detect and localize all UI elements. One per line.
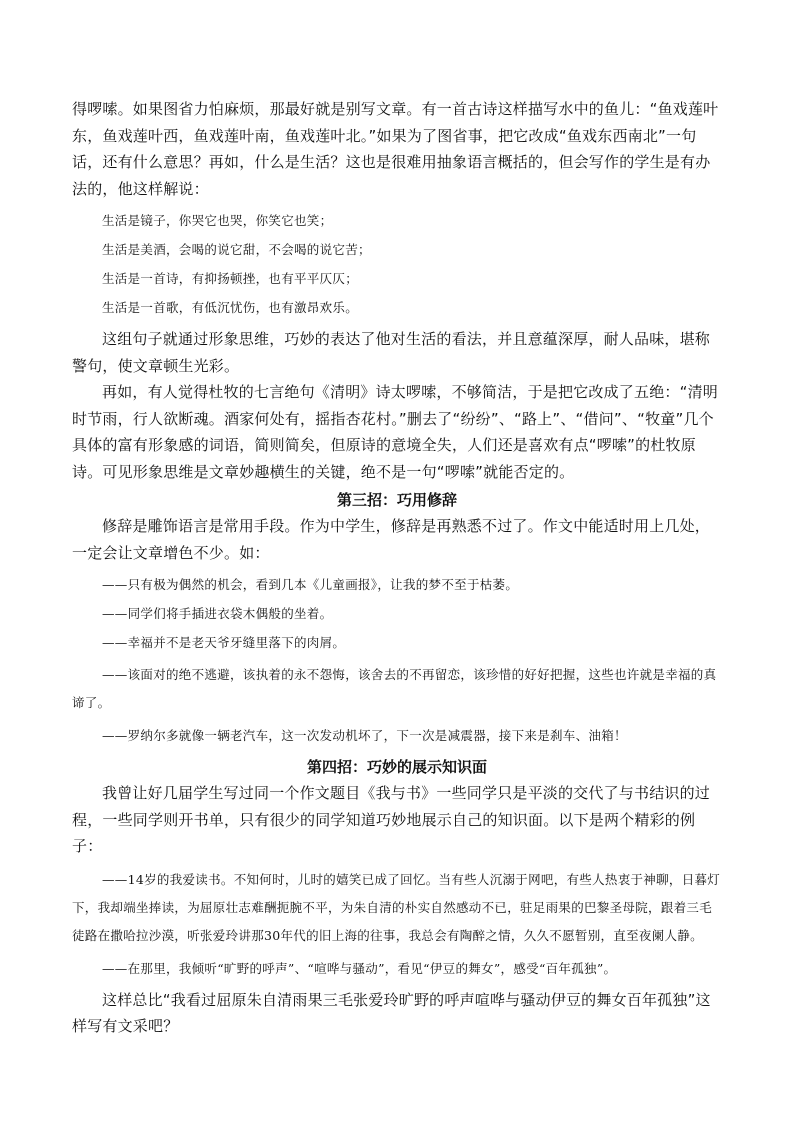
quote-life-3: 生活是一首诗，有抑扬顿挫，也有平平仄仄；	[102, 271, 359, 286]
quote-rhetoric-4: ——该面对的绝不逃避，该执着的永不怨悔，该舍去的不再留恋，该珍惜的好好把握，这些也许就是幸福的真谛了。	[72, 667, 717, 710]
paragraph-rhetoric: 修辞是雕饰语言是常用手段。作为中学生，修辞是再熟悉不过了。作文中能适时用上几处，一定会让文章增色不少。如：	[72, 517, 711, 562]
quote-rhetoric-5: ——罗纳尔多就像一辆老汽车，这一次发动机坏了，下一次是减震器，接下来是刹车、油箱！	[102, 728, 627, 743]
quote-life-1: 生活是镜子，你哭它也哭，你笑它也笑；	[102, 213, 333, 228]
paragraph-books: 我曾让好几届学生写过同一个作文题目《我与书》一些同学只是平淡的交代了与书结识的过程，一些同学则开书单，只有很少的同学知道巧妙地展示自己的知识面。以下是两个精彩的例子：	[72, 784, 711, 855]
document-page	[72, 96, 722, 1040]
quote-life-2: 生活是美酒，会喝的说它甜，不会喝的说它苦；	[102, 242, 371, 257]
paragraph-conclusion: 这样总比“我看过屈原朱自清雨果三毛张爱玲旷野的呼声喧哗与骚动伊豆的舞女百年孤独”这样写有文采吧？	[72, 990, 711, 1035]
heading-third-method: 第三招：巧用修辞	[336, 491, 457, 509]
paragraph-life-comment: 这组句子就通过形象思维，巧妙的表达了他对生活的看法，并且意蕴深厚，耐人品味，堪称警句，使文章顿生光彩。	[72, 330, 711, 375]
quote-rhetoric-2: ——同学们将手插进衣袋木偶般的坐着。	[102, 606, 333, 621]
paragraph-qingming: 再如，有人觉得杜牧的七言绝句《清明》诗太啰嗦，不够简洁，于是把它改成了五绝：“清明时节雨，行人欲断魂。酒家何处有，摇指杏花村。”删去了“纷纷”、“路上”、“借问”、“牧童”几个具体的富有形象感的词语，简则简矣，但原诗的意境全失，人们还是喜欢有点“啰嗦”的杜牧原诗。可见形象思维是文章妙趣横生的关键，绝不是一句“啰嗦”就能否定的。	[72, 383, 718, 481]
quote-example-2: ——在那里，我倾听“旷野的呼声”、“喧哗与骚动”，看见“伊豆的舞女”，感受“百年孤独”。	[102, 960, 617, 976]
quote-example-1: ——14岁的我爱读书。不知何时，儿时的嬉笑已成了回忆。当有些人沉溺于网吧，有些人热衷于神聊，日暮灯下，我却端坐捧读，为屈原壮志难酬扼腕不平，为朱自清的朴实自然感动不已，驻足雨果的巴黎圣母院，跟着三毛徒路在撒哈拉沙漠，听张爱玲讲那30年代的旧上海的往事，我总会有陶醉之情，久久不愿暂别，直至夜阑人静。	[72, 871, 721, 943]
quote-life-4: 生活是一首歌，有低沉忧伤，也有激昂欢乐。	[102, 300, 359, 315]
quote-rhetoric-3: ——幸福并不是老天爷牙缝里落下的肉屑。	[102, 635, 346, 650]
heading-fourth-method: 第四招：巧妙的展示知识面	[306, 758, 487, 776]
quote-rhetoric-1: ——只有极为偶然的机会，看到几本《儿童画报》，让我的梦不至于枯萎。	[102, 577, 519, 592]
paragraph-fish-poem: 得啰嗦。如果图省力怕麻烦，那最好就是别写文章。有一首古诗这样描写水中的鱼儿：“鱼戏莲叶东，鱼戏莲叶西，鱼戏莲叶南，鱼戏莲叶北。”如果为了图省事，把它改成“鱼戏东西南北”一句话，还有什么意思？再如，什么是生活？这也是很难用抽象语言概括的，但会写作的学生是有办法的，他这样解说：	[72, 100, 719, 198]
